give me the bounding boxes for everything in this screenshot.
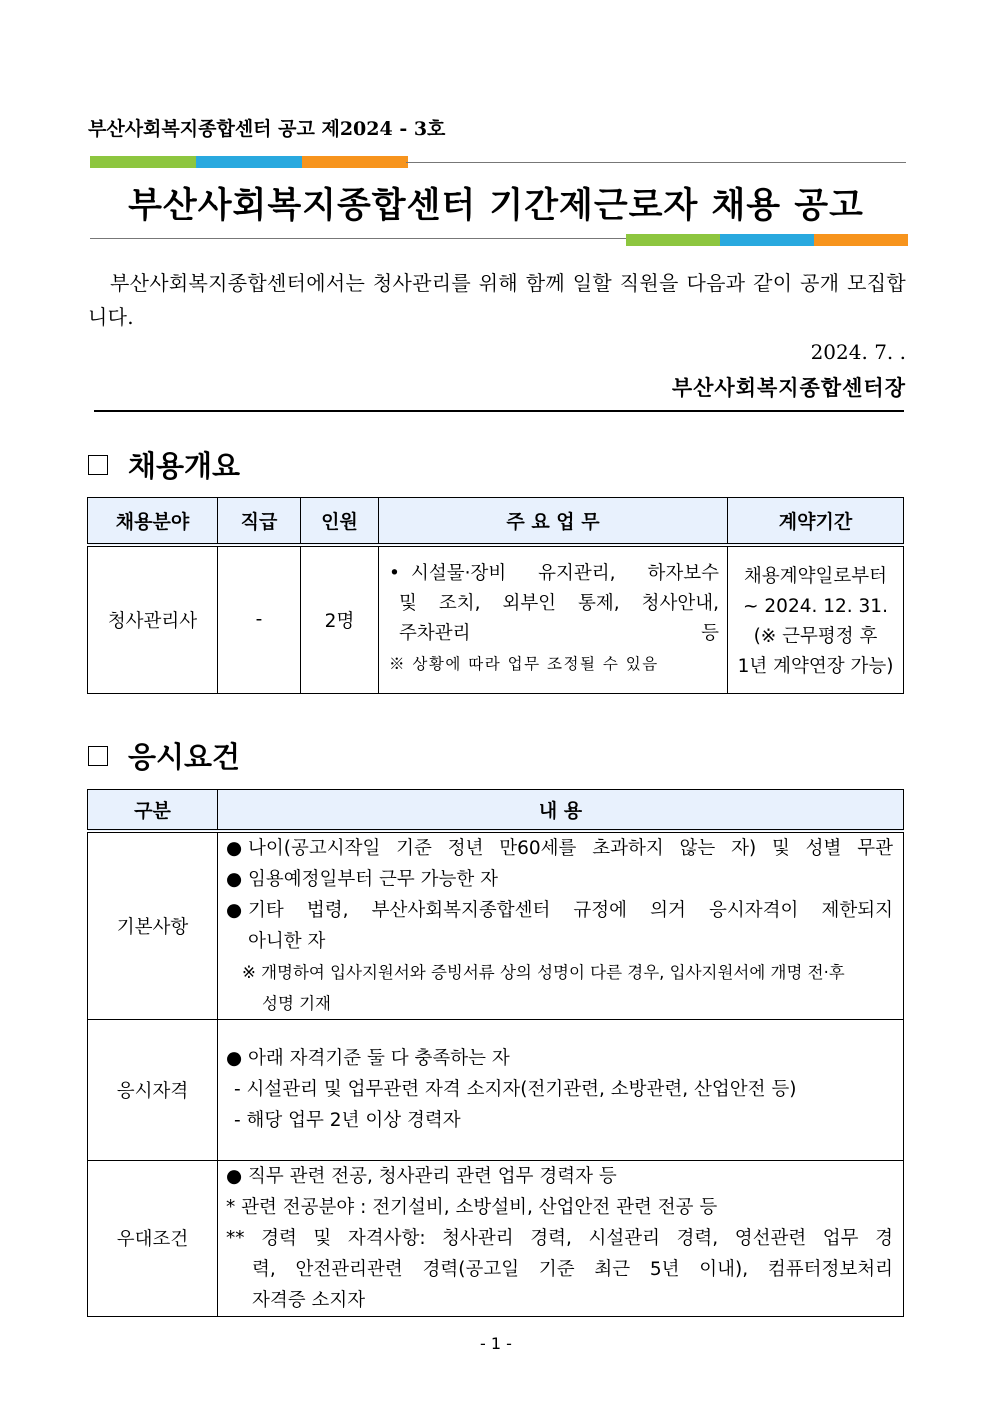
rule-bottom xyxy=(90,238,626,239)
duty-line: 및 조치, 외부인 통제, 청사안내, xyxy=(399,592,719,614)
column-header: 직급 xyxy=(218,498,301,545)
column-header: 주 요 업 무 xyxy=(379,498,728,545)
field-cell: 청사관리사 xyxy=(88,545,218,694)
content-cell xyxy=(218,1019,904,1160)
column-header: 인원 xyxy=(301,498,379,545)
category-cell: 기본사항 xyxy=(88,831,218,1020)
table-header-row xyxy=(88,498,904,545)
period-line: ~ 2024. 12. 31. xyxy=(743,595,888,617)
requirement-item: 임용예정일부터 근무 가능한 자 xyxy=(248,868,498,890)
color-stripe-bottom xyxy=(626,234,908,246)
requirement-item-continued: 아니한 자 xyxy=(248,930,326,952)
bullet-icon: ● xyxy=(226,868,243,890)
table-row xyxy=(88,1019,904,1160)
table-row xyxy=(88,1160,904,1316)
checkbox-square-icon xyxy=(88,746,108,766)
requirements-table xyxy=(87,789,904,1317)
requirement-subitem: - 해당 업무 2년 이상 경력자 xyxy=(234,1110,461,1131)
category-cell: 응시자격 xyxy=(88,1019,218,1160)
page-number: - 1 - xyxy=(480,1334,512,1353)
requirement-item: 기타 법령, 부산사회복지종합센터 규정에 의거 응시자격이 제한되지 xyxy=(248,899,893,921)
preference-note-continued: 력, 안전관리관련 경력(공고일 기준 최근 5년 이내), 컴퓨터정보처리 xyxy=(252,1258,893,1280)
period-cell xyxy=(728,545,904,694)
requirement-item: 직무 관련 전공, 청사관리 관련 업무 경력자 등 xyxy=(248,1165,617,1187)
preference-note: * 관련 전공분야 : 전기설비, 소방설비, 산업안전 관련 전공 등 xyxy=(226,1196,718,1218)
section-heading-requirements xyxy=(88,735,240,776)
content-cell xyxy=(218,1160,904,1316)
intro-paragraph: 부산사회복지종합센터에서는 청사관리를 위해 함께 일할 직원을 다음과 같이 공개 모집합니다. xyxy=(88,271,906,329)
preference-note: ** 경력 및 자격사항: 청사관리 경력, 시설관리 경력, 영선관련 업무 경 xyxy=(226,1227,893,1249)
column-header: 계약기간 xyxy=(728,498,904,545)
count-cell: 2명 xyxy=(301,545,379,694)
bullet-icon: • xyxy=(389,562,400,584)
section-title: 채용개요 xyxy=(128,449,241,483)
signature: 부산사회복지종합센터장 xyxy=(671,375,906,400)
separator-line xyxy=(94,410,904,412)
requirement-item: 아래 자격기준 둘 다 충족하는 자 xyxy=(248,1048,510,1069)
announcement-date: 2024. 7. . xyxy=(810,340,906,364)
duty-line: 시설물·장비 유지관리, 하자보수 xyxy=(411,562,719,584)
duty-note: ※ 상황에 따라 업무 조정될 수 있음 xyxy=(389,654,659,673)
category-cell: 우대조건 xyxy=(88,1160,218,1316)
recruitment-overview-table xyxy=(87,497,904,694)
notice-number: 부산사회복지종합센터 공고 제2024 - 3호 xyxy=(88,118,446,140)
column-header: 채용분야 xyxy=(88,498,218,545)
bullet-icon: ● xyxy=(226,837,243,859)
requirement-subitem: - 시설관리 및 업무관련 자격 소지자(전기관련, 소방관련, 산업안전 등) xyxy=(234,1079,797,1100)
page-title: 부산사회복지종합센터 기간제근로자 채용 공고 xyxy=(128,186,864,226)
rule-top xyxy=(406,162,906,163)
table-row xyxy=(88,545,904,694)
period-line: 1년 계약연장 가능) xyxy=(737,655,894,677)
bullet-icon: ● xyxy=(226,1048,243,1069)
column-header: 내 용 xyxy=(218,790,904,831)
period-line: (※ 근무평정 후 xyxy=(753,625,878,647)
column-header: 구분 xyxy=(88,790,218,831)
period-line: 채용계약일로부터 xyxy=(744,565,887,587)
bullet-icon: ● xyxy=(226,899,243,921)
table-row xyxy=(88,831,904,1020)
preference-note-continued: 자격증 소지자 xyxy=(252,1289,366,1311)
table-header-row xyxy=(88,790,904,831)
requirement-item: 나이(공고시작일 기준 정년 만60세를 초과하지 않는 자) 및 성별 무관 xyxy=(248,837,893,859)
checkbox-square-icon xyxy=(88,455,108,475)
bullet-icon: ● xyxy=(226,1165,243,1187)
requirement-note: ※ 개명하여 입사지원서와 증빙서류 상의 성명이 다른 경우, 입사지원서에 개명 전·후 xyxy=(242,962,845,982)
requirement-note-continued: 성명 기재 xyxy=(262,993,332,1013)
duty-line: 주차관리 등 xyxy=(399,622,719,644)
section-heading-overview xyxy=(88,444,240,485)
duty-cell xyxy=(379,545,728,694)
content-cell xyxy=(218,831,904,1020)
color-stripe-top xyxy=(90,156,408,168)
section-title: 응시요건 xyxy=(128,740,241,774)
grade-cell: - xyxy=(218,545,301,694)
